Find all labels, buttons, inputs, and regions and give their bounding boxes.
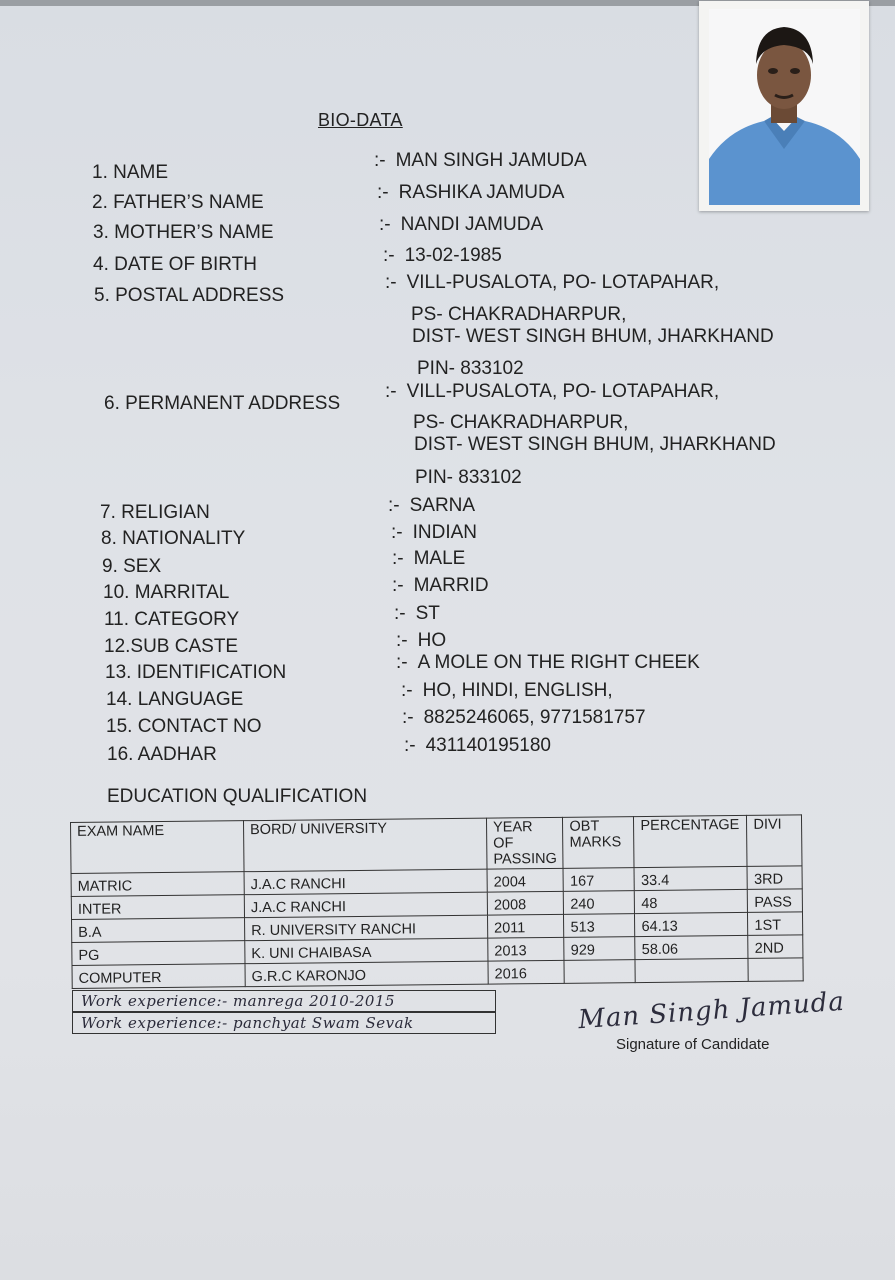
column-header-marks: OBT MARKS <box>563 817 635 869</box>
field-value-aadhar: :- 431140195180 <box>404 735 552 756</box>
field-value-postal-address-line-3: DIST- WEST SINGH BHUM, JHARKHAND <box>412 326 774 347</box>
cell-division <box>748 958 803 982</box>
field-value-postal-address-line-2: PS- CHAKRADHARPUR, <box>411 304 627 325</box>
page-title: BIO-DATA <box>318 110 403 130</box>
column-header-year: YEAR OF PASSING <box>486 817 563 869</box>
field-value-language: :- HO, HINDI, ENGLISH, <box>401 680 613 701</box>
cell-percentage: 64.13 <box>635 912 748 936</box>
cell-percentage <box>635 958 748 982</box>
field-label-nationality: 8. NATIONALITY <box>101 528 246 549</box>
cell-marks <box>564 960 635 984</box>
cell-board: G.R.C KARONJO <box>245 961 488 987</box>
field-label-identification: 13. IDENTIFICATION <box>105 662 287 683</box>
cell-division: 2ND <box>748 935 803 959</box>
field-value-date-of-birth: :- 13-02-1985 <box>383 245 502 266</box>
field-value-father-name: :- RASHIKA JAMUDA <box>377 182 565 203</box>
cell-exam: MATRIC <box>71 872 244 897</box>
education-table-header <box>71 815 803 874</box>
field-value-identification: :- A MOLE ON THE RIGHT CHEEK <box>396 652 700 673</box>
education-heading: EDUCATION QUALIFICATION <box>107 786 368 807</box>
field-label-date-of-birth: 4. DATE OF BIRTH <box>93 254 257 275</box>
field-value-permanent-address-line-2: PS- CHAKRADHARPUR, <box>413 412 629 433</box>
passport-photo <box>699 1 869 211</box>
field-label-category: 11. CATEGORY <box>104 609 240 630</box>
field-label-sub-caste: 12.SUB CASTE <box>104 636 239 657</box>
cell-percentage: 48 <box>635 889 748 913</box>
candidate-photo-image <box>709 9 860 205</box>
education-table <box>70 814 804 989</box>
cell-exam: INTER <box>71 895 244 920</box>
field-value-religion: :- SARNA <box>388 495 476 516</box>
field-value-contact-no: :- 8825246065, 9771581757 <box>402 707 646 728</box>
cell-year: 2008 <box>487 891 564 915</box>
signature-label: Signature of Candidate <box>616 1036 770 1053</box>
cell-year: 2013 <box>488 937 565 961</box>
field-label-contact-no: 15. CONTACT NO <box>106 716 262 737</box>
cell-year: 2004 <box>487 868 564 892</box>
field-label-permanent-address: 6. PERMANENT ADDRESS <box>104 393 341 414</box>
cell-division: 1ST <box>748 912 803 936</box>
field-value-name: :- MAN SINGH JAMUDA <box>374 150 587 171</box>
cell-exam: COMPUTER <box>72 964 245 989</box>
field-label-aadhar: 16. AADHAR <box>107 744 217 765</box>
cell-division: 3RD <box>747 866 802 890</box>
cell-percentage: 33.4 <box>634 866 747 890</box>
field-value-postal-address-line-1: :- VILL-PUSALOTA, PO- LOTAPAHAR, <box>385 272 720 293</box>
cell-exam: PG <box>72 941 245 966</box>
cell-exam: B.A <box>72 918 245 943</box>
field-value-postal-address-line-4: PIN- 833102 <box>417 358 524 379</box>
field-label-mother-name: 3. MOTHER’S NAME <box>93 222 274 243</box>
column-header-division: DIVI <box>747 815 803 867</box>
handwritten-work-experience-1: Work experience:- manrega 2010-2015 <box>72 990 496 1012</box>
cell-percentage: 58.06 <box>635 935 748 959</box>
handwritten-work-experience-2: Work experience:- panchyat Swam Sevak <box>72 1012 496 1034</box>
field-label-postal-address: 5. POSTAL ADDRESS <box>94 285 285 306</box>
field-value-nationality: :- INDIAN <box>391 522 478 543</box>
cell-marks: 240 <box>564 891 635 915</box>
field-value-sex: :- MALE <box>392 548 466 569</box>
field-value-mother-name: :- NANDI JAMUDA <box>379 214 544 235</box>
cell-board: J.A.C RANCHI <box>244 869 487 895</box>
field-label-language: 14. LANGUAGE <box>106 689 244 710</box>
field-value-permanent-address-line-3: DIST- WEST SINGH BHUM, JHARKHAND <box>414 434 776 455</box>
cell-year: 2016 <box>488 960 565 984</box>
column-header-exam-name: EXAM NAME <box>71 821 245 874</box>
field-value-sub-caste: :- HO <box>396 630 447 651</box>
cell-marks: 929 <box>564 937 635 961</box>
cell-board: R. UNIVERSITY RANCHI <box>245 915 488 941</box>
field-value-permanent-address-line-1: :- VILL-PUSALOTA, PO- LOTAPAHAR, <box>385 381 720 402</box>
field-value-category: :- ST <box>394 603 440 624</box>
cell-board: J.A.C RANCHI <box>244 892 487 918</box>
cell-marks: 513 <box>564 914 635 938</box>
field-value-marital: :- MARRID <box>392 575 489 596</box>
candidate-signature: Man Singh Jamuda <box>577 986 846 1036</box>
column-header-board: BORD/ UNIVERSITY <box>243 818 487 872</box>
cell-division: PASS <box>748 889 803 913</box>
field-label-name: 1. NAME <box>92 162 169 183</box>
cell-year: 2011 <box>487 914 564 938</box>
field-label-sex: 9. SEX <box>102 556 162 577</box>
field-label-father-name: 2. FATHER’S NAME <box>92 192 264 213</box>
field-value-permanent-address-line-4: PIN- 833102 <box>415 467 522 488</box>
field-label-marital: 10. MARRITAL <box>103 582 230 603</box>
field-label-religion: 7. RELIGIAN <box>100 502 210 523</box>
column-header-percentage: PERCENTAGE <box>634 815 748 867</box>
cell-marks: 167 <box>563 868 634 892</box>
cell-board: K. UNI CHAIBASA <box>245 938 488 964</box>
